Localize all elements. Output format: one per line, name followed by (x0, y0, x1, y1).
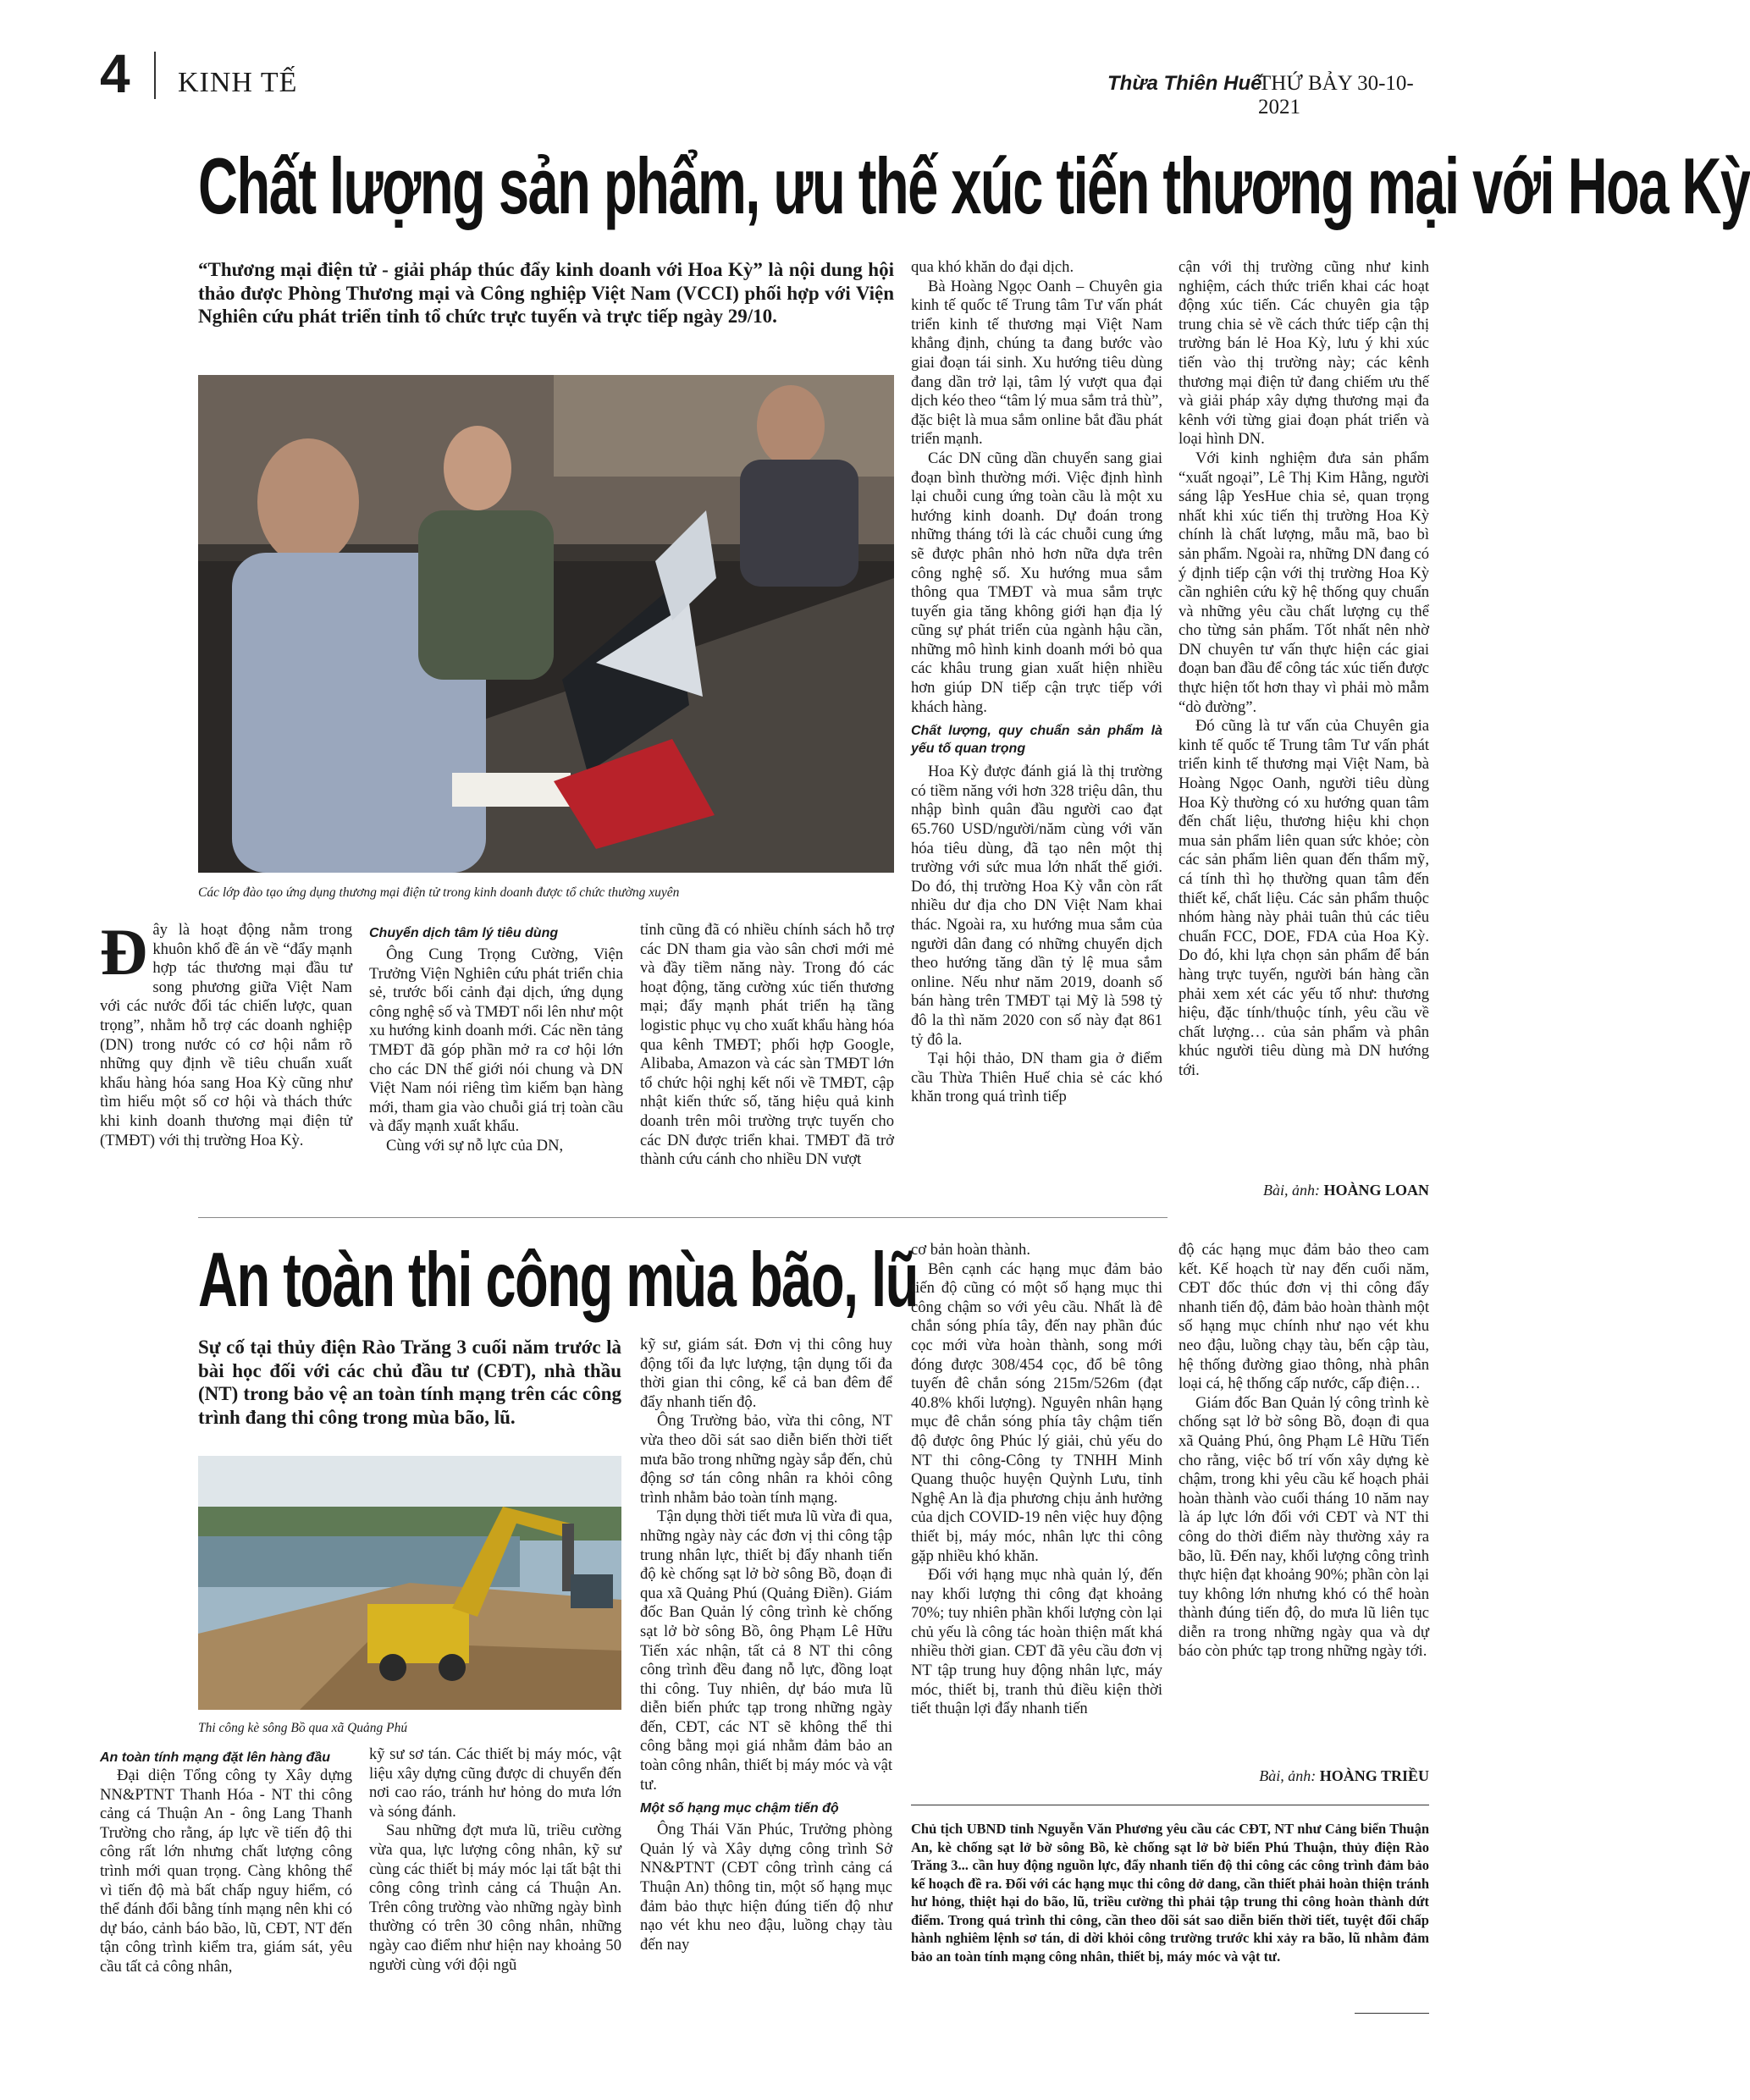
article1-photo (198, 375, 894, 873)
paragraph: Bên cạnh các hạng mục đảm bảo tiến độ cũng có một số hạng mục thi công chậm so với yêu cầu. Nhất là đê chắn sóng phía tây, đến nay phần đúc cọc mới vừa hoàn thành, song mới đóng được 308/454 cọc, đổ bê tông tuyến đê chắn sóng 215m/526m (đạt 40.8% khối lượng). Nguyên nhân hạng mục đê chắn sóng phía tây chậm tiến độ được ông Phúc lý giải, chủ yếu do NT thi công-Công ty TNHH Minh Quang thuộc huyện Quỳnh Lưu, tỉnh Nghệ An là địa phương chịu ảnh hưởng của dịch COVID-19 nên việc huy động thiết bị, máy móc, nhân lực thi công gặp nhiều khó khăn. (911, 1259, 1162, 1565)
article1-col4 (911, 258, 1162, 1107)
article2-col1 (100, 1745, 352, 1977)
paragraph: Đối với hạng mục nhà quản lý, đến nay khối lượng thi công đạt khoảng 70%; tuy nhiên phần khối lượng còn lại chủ yếu là công tác hoàn thiện mất khá nhiều thời gian. CĐT đã yêu cầu đơn vị NT tập trung huy động nhân lực, máy móc, thiết bị, tranh thủ điều kiện thời tiết thuận lợi đẩy nhanh tiến (911, 1566, 1162, 1718)
article1-subheading-1: Chuyển dịch tâm lý tiêu dùng (369, 926, 559, 940)
article1-title: Chất lượng sản phẩm, ưu thế xúc tiến thương mại với Hoa Kỳ (198, 141, 1750, 231)
article2-byline (1179, 1767, 1429, 1785)
article2-subheading-2: Một số hạng mục chậm tiến độ (640, 1801, 839, 1816)
paragraph: độ các hạng mục đảm bảo theo cam kết. Kế hoạch từ nay đến cuối năm, CĐT đốc thúc đơn vị thi công đẩy nhanh tiến độ, đảm bảo hoàn thành một số hạng mục chính như nạo vét khu neo đậu, luồng chạy tàu, bến cập tàu, hệ thống đường giao thông, nhà phân loại cá, hệ thống cấp nước, cấp điện… (1179, 1241, 1429, 1393)
paragraph: Ông Cung Trọng Cường, Viện Trưởng Viện Nghiên cứu phát triển chia sẻ, trước bối cảnh đại dịch, ứng dụng công nghệ số và TMĐT nổi lên như một xu hướng kinh doanh mới. Các nền tảng TMĐT đã góp phần mở ra cơ hội lớn cho các DN thế giới nói chung và DN Việt Nam nói riêng tìm kiếm bạn hàng mới, tham gia vào chuỗi giá trị toàn cầu và đẩy mạnh xuất khẩu. (369, 945, 623, 1136)
article1-subheading-2: Chất lượng, quy chuẩn sản phẩm là yếu tố quan trọng (911, 724, 1162, 757)
paragraph: Hoa Kỳ được đánh giá là thị trường có tiềm năng với hơn 328 triệu dân, thu nhập bình quân đầu người cao đạt 65.760 USD/người/năm cùng với văn hóa tiêu dùng, đã tạo nên một thị trường với sức mua lớn nhất thế giới. Do đó, thị trường Hoa Kỳ vẫn còn rất nhiều dư địa cho DN Việt Nam khai thác. Ngoài ra, xu hướng mua sắm của người dân đang có những chuyển dịch theo hướng tăng dần tỷ lệ mua sắm online. Nếu như năm 2019, doanh số bán hàng trên TMĐT tại Mỹ là 598 tỷ đô la thì năm 2020 con số này đạt 861 tỷ đô la. (911, 763, 1162, 1049)
page-header (100, 43, 1429, 119)
box-end-rule (1355, 2013, 1429, 2014)
paragraph: Cùng với sự nỗ lực của DN, (386, 1136, 564, 1155)
highlight-box: Chủ tịch UBND tỉnh Nguyễn Văn Phương yêu cầu các CĐT, NT như Cảng biển Thuận An, kè chống sạt lở bờ sông Bồ, kè chống sạt lở bờ biển Phú Thuận, thủy điện Rào Trăng 3... cần huy động nguồn lực, đẩy nhanh tiến độ thi công các công trình đảm bảo kế hoạch đề ra. Đối với các hạng mục thi công dở dang, cần thiết phải hoàn thiện tránh hư hỏng, thiệt hại do bão, lũ, triều cường thì phải tập trung thi công hoàn thành dứt điểm. Trong quá trình thi công, cần theo dõi sát sao diễn biến thời tiết, tuyệt đối chấp hành nghiêm lệnh sơ tán, di dời khỏi công trường trước khi xảy ra bão, lũ nhằm đảm bảo an toàn tính mạng công nhân, thiết bị, máy móc và vật tư. (911, 1821, 1429, 1965)
page-number: 4 (100, 43, 130, 104)
paragraph: Bà Hoàng Ngọc Oanh – Chuyên gia kinh tế quốc tế Trung tâm Tư vấn phát triển kinh tế thương mại Việt Nam khẳng định, chúng ta đang bước vào giai đoạn tái sinh. Xu hướng tiêu dùng đang dần trở lại, tâm lý vượt qua đại dịch kéo theo “tâm lý mua sắm trả thù”, đặc biệt là mua sắm online bắt đầu phát triển mạnh. (911, 277, 1162, 449)
paragraph: cận với thị trường cũng như kinh nghiệm, cách thức triển khai các hoạt động xúc tiến. Các chuyên gia tập trung chia sẻ về cách thức tiếp cận thị trường bán lẻ Hoa Kỳ, lưu ý khi xúc tiến vào thị trường này; các kênh thương mại điện tử đang chiếm ưu thế và giải pháp xây dựng thương mại đa kênh với từng giai đoạn phát triển và loại hình DN. (1179, 258, 1429, 449)
byline-author: HOÀNG TRIỀU (1319, 1767, 1429, 1784)
article1-col1-text: ây là hoạt động nằm trong khuôn khổ đề án về “đẩy mạnh hợp tác thương mại đầu tư song phương giữa Việt Nam với các nước đối tác chiến lược, quan trọng”, nhằm hỗ trợ các doanh nghiệp (DN) trong nước có cơ hội nắm rõ những quy định về tiêu chuẩn xuất khẩu hàng hóa sang Hoa Kỳ cũng như tìm hiểu một số cơ hội và thách thức khi kinh doanh thương mại điện tử (TMĐT) với thị trường Hoa Kỳ. (100, 921, 352, 1149)
article2-col4 (911, 1241, 1162, 1719)
article1-lead: “Thương mại điện tử - giải pháp thúc đẩy kinh doanh với Hoa Kỳ” là nội dung hội thảo được Phòng Thương mại và Công nghiệp Việt Nam (VCCI) phối hợp với Viện Nghiên cứu phát triển tỉnh tổ chức trực tuyến và trực tiếp ngày 29/10. (198, 259, 894, 327)
article1-col2 (369, 921, 623, 1156)
paragraph: Ông Trường bảo, vừa thi công, NT vừa theo dõi sát sao diễn biến thời tiết mưa bão trong những ngày sắp đến, chủ động sơ tán công nhân ra khỏi công trình nhằm bảo toàn tính mạng. (640, 1412, 892, 1507)
byline-label: Bài, ảnh: (1259, 1767, 1317, 1784)
article1-photo-caption: Các lớp đào tạo ứng dụng thương mại điện tử trong kinh doanh được tổ chức thường xuyên (198, 885, 680, 900)
paragraph: kỹ sư, giám sát. Đơn vị thi công huy động tối đa lực lượng, tận dụng tối đa thời gian thi công, kể cả ban đêm để đẩy nhanh tiến độ. (640, 1336, 892, 1411)
paragraph: Ông Thái Văn Phúc, Trưởng phòng Quản lý và Xây dựng công trình Sở NN&PTNT (CĐT công trình cảng cá Thuận An) thông tin, một số hạng mục đảm bảo thực hiện đúng tiến độ như nạo vét khu neo đậu, luồng chạy tàu đến nay (640, 1821, 892, 1954)
article1-col5 (1179, 258, 1429, 1081)
issue-date: THỨ BẢY 30-10-2021 (1258, 72, 1414, 119)
paragraph: Tận dụng thời tiết mưa lũ vừa đi qua, những ngày này các đơn vị thi công tập trung nhân lực, thiết bị đẩy nhanh tiến độ kè chống sạt lở bờ sông Bồ, đoạn đi qua xã Quảng Phú (Quảng Điền). Giám đốc Ban Quản lý công trình kè chống sạt lở bờ sông Bồ, ông Phạm Lê Hữu Tiến xác nhận, tất cả 8 NT thi công công trình đều đang nỗ lực, đồng loạt thi công. Tuy nhiên, dự báo mưa lũ diễn biến phức tạp trong những ngày đến, CĐT, các NT sẽ không thể thi công bằng mọi giá nhằm đảm bảo an toàn công nhân, thiết bị máy móc và vật tư. (640, 1507, 892, 1794)
article2-col3 (640, 1336, 892, 1954)
paper-name: Thừa Thiên Huế (1107, 72, 1262, 95)
paragraph: Tại hội thảo, DN tham gia ở điểm cầu Thừa Thiên Huế chia sẻ các khó khăn trong quá trình tiếp (911, 1050, 1162, 1106)
section-divider (198, 1217, 1168, 1218)
byline-author: HOÀNG LOAN (1323, 1182, 1429, 1199)
dropcap: Đ (100, 915, 148, 989)
paragraph: tỉnh cũng đã có nhiều chính sách hỗ trợ các DN tham gia vào sân chơi mới mẻ và đầy tiềm năng này. Trong đó các hoạt động, tăng cường xúc tiến thương mại; đẩy mạnh phát triển hạ tầng logistic phục vụ cho xuất khẩu hàng hóa qua kênh TMĐT; phối hợp Google, Alibaba, Amazon và các sàn TMĐT lớn tổ chức hội nghị kết nối về TMĐT, cập nhật kiến thức số, tăng hiệu quả kinh doanh trên môi trường trực tuyến cho các DN được triển khai. TMĐT đã trở thành cứu cánh cho nhiều DN vượt (640, 921, 895, 1169)
article1-col3 (640, 921, 894, 1170)
paragraph: qua khó khăn do đại dịch. (911, 258, 1074, 276)
section-title: KINH TẾ (178, 67, 298, 98)
paragraph: Các DN cũng dần chuyển sang giai đoạn bình thường mới. Việc định hình lại chuỗi cung ứng toàn cầu là một xu hướng kinh doanh. Dự đoán trong những tháng tới là các chuỗi cung ứng sẽ được phân nhỏ hơn nữa dựa trên công nghệ số. Xu hướng mua sắm thông qua TMĐT và mua sắm trực tuyến gia tăng không giới hạn địa lý cũng sự phát triển của ngành hậu cần, những mô hình kinh doanh mới bỏ qua các khâu trung gian xuất hiện nhiều hơn giúp DN tiếp cận trực tiếp với khách hàng. (911, 449, 1162, 716)
paragraph: Đại diện Tổng công ty Xây dựng NN&PTNT Thanh Hóa - NT thi công cảng cá Thuận An - ông Lang Thanh Trường cho rằng, áp lực về tiến độ thi công rất lớn nhưng chất lượng công trình mới quan trọng. Càng không thể vì tiến độ mà bất chấp nguy hiểm, có thể đánh đổi bằng tính mạng nên khi có dự báo, cảnh báo bão, lũ, CĐT, NT đến tận công trình kiểm tra, giám sát, yêu cầu tất cả công nhân, (100, 1767, 352, 1976)
article1-col1 (100, 915, 352, 1150)
article2-lead: Sự cố tại thủy điện Rào Trăng 3 cuối năm trước là bài học đối với các chủ đầu tư (CĐT), nhà thầu (NT) trong bảo vệ an toàn tính mạng trên các công trình đang thi công trong mùa bão, lũ. (198, 1337, 621, 1428)
paragraph: Đó cũng là tư vấn của Chuyên gia kinh tế quốc tế Trung tâm Tư vấn phát triển kinh tế thương mại Việt Nam, bà Hoàng Ngọc Oanh, người tiêu dùng Hoa Kỳ thường có xu hướng quan tâm đến chất liệu, thương hiệu khi chọn mua sản phẩm liên quan sức khỏe; còn các sản phẩm liên quan đến thẩm mỹ, cá tính thì họ thường quan tâm đến thiết kế, chất liệu. Các sản phẩm thuộc nhóm hàng này phải tuân thủ các tiêu chuẩn FCC, DOE, FDA của Hoa Kỳ. Do đó, khi lựa chọn sản phẩm để bán hàng trực tuyến, người bán hàng cần phải xem xét các yếu tố như: thương hiệu, đặc tính/thuộc tính, yêu cầu về chất lượng… của sản phẩm và phân khúc người tiêu dùng mà DN hướng tới. (1179, 717, 1429, 1079)
header-divider (154, 52, 156, 99)
article2-photo (198, 1456, 621, 1710)
paragraph: Sau những đợt mưa lũ, triều cường vừa qua, lực lượng công nhân, kỹ sư cùng các thiết bị máy móc lại tất bật thi công công trình cảng cá Thuận An. Trên công trường vào những ngày bình thường có trên 30 công nhân, những ngày cao điểm như hiện nay khoảng 50 người cùng với đội ngũ (369, 1822, 621, 1974)
article2-subheading-1: An toàn tính mạng đặt lên hàng đầu (100, 1750, 330, 1765)
article2-title: An toàn thi công mùa bão, lũ (198, 1237, 918, 1323)
article2-col5 (1179, 1241, 1429, 1662)
paragraph: kỹ sư sơ tán. Các thiết bị máy móc, vật liệu xây dựng cũng được di chuyển đến nơi cao ráo, tránh hư hỏng do mưa lớn và sóng đánh. (369, 1745, 621, 1821)
paragraph: cơ bản hoàn thành. (911, 1241, 1030, 1259)
article2-photo-caption: Thi công kè sông Bồ qua xã Quảng Phú (198, 1721, 408, 1735)
article2-col2 (369, 1745, 621, 1975)
article1-byline (1179, 1182, 1429, 1199)
paragraph: Giám đốc Ban Quản lý công trình kè chống sạt lở bờ sông Bồ, đoạn đi qua xã Quảng Phú, ông Phạm Lê Hữu Tiến cho rằng, việc bố trí vốn xây dựng kè chậm, trong khi yêu cầu kế hoạch phải hoàn thành vào cuối tháng 10 năm nay là áp lực lớn đối với CĐT và NT thi công do thời điểm này thường xảy ra bão, lũ. Đến nay, khối lượng công trình thực hiện đạt khoảng 90%; phần còn lại tuy không lớn nhưng khó có thể hoàn thành đúng tiến độ, do mưa lũ liên tục diễn ra trong những ngày qua và dự báo còn phức tạp trong những ngày tới. (1179, 1393, 1429, 1661)
paragraph: Với kinh nghiệm đưa sản phẩm “xuất ngoại”, Lê Thị Kim Hằng, người sáng lập YesHue chia sẻ, quan trọng nhất khi xúc tiến thị trường Hoa Kỳ chính là chất lượng, mẫu mã, bao bì sản phẩm. Ngoài ra, những DN đang có ý định tiếp cận với thị trường Hoa Kỳ cần nghiên cứu kỹ hệ thống quy chuẩn và những yêu cầu chất lượng cụ thể cho từng sản phẩm. Tốt nhất nên nhờ DN chuyên tư vấn thực hiện các giai đoạn ban đầu để công tác xúc tiến được thực hiện tốt hơn thay vì phải mò mẫm “dò đường”. (1179, 449, 1429, 716)
byline-label: Bài, ảnh: (1262, 1182, 1320, 1199)
